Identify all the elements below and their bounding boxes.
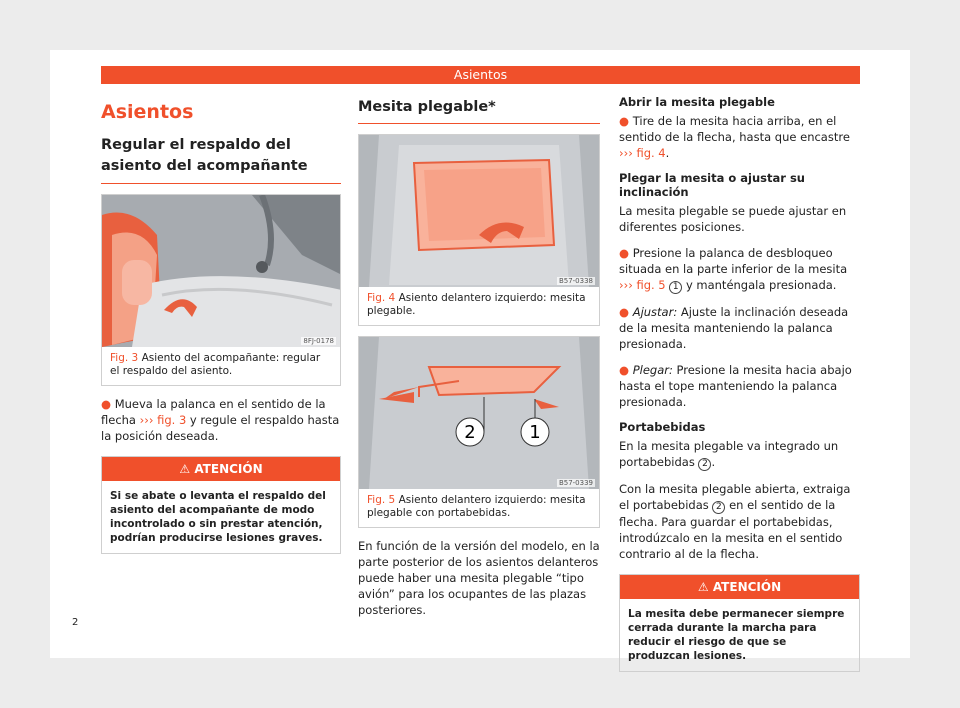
column-2 bbox=[358, 95, 600, 618]
table-folded-illustration bbox=[359, 135, 599, 287]
instruction-text: Presione la mesita hacia abajo hasta el tope manteniendo la palanca presionada. bbox=[619, 363, 852, 409]
warning-icon: ⚠ bbox=[697, 580, 709, 594]
warning-icon: ⚠ bbox=[179, 462, 191, 476]
warning-box bbox=[619, 574, 860, 672]
cupholder-text-2 bbox=[619, 481, 860, 562]
page bbox=[50, 50, 910, 662]
figure-link[interactable]: ››› fig. 4 bbox=[619, 146, 666, 160]
warning-title: ATENCIÓN bbox=[712, 580, 782, 594]
section-title-table: Mesita plegable* bbox=[358, 99, 600, 124]
figure-caption bbox=[102, 347, 340, 385]
caption-text: Asiento del acompañante: regular el respaldo del asiento. bbox=[110, 352, 321, 377]
figure-4 bbox=[358, 134, 600, 326]
figure-3 bbox=[101, 194, 341, 386]
bullet-icon: ● bbox=[101, 397, 112, 411]
warning-box bbox=[101, 456, 341, 554]
cupholder-text-tail: en el sentido de la flecha. Para guardar el portabebidas, introdúzcalo en la mesita en el sentido contrario al de la flecha. bbox=[619, 498, 843, 561]
section-title: Asientos bbox=[101, 101, 194, 123]
warning-header bbox=[620, 575, 859, 599]
figure-caption bbox=[359, 489, 599, 527]
instruction-fold bbox=[619, 362, 860, 410]
callout-1: 1 bbox=[529, 422, 541, 443]
warning-title: ATENCIÓN bbox=[194, 462, 263, 476]
instruction-text: Ajuste la inclinación deseada de la mesita manteniendo la palanca presionada. bbox=[619, 305, 849, 351]
figure-code: B57-0339 bbox=[558, 479, 593, 487]
instruction-text-tail: y manténgala presionada. bbox=[685, 278, 837, 292]
instruction-label: Ajustar: bbox=[632, 305, 678, 319]
figure-link[interactable]: ››› fig. 3 bbox=[139, 413, 187, 427]
figure-code: B57-0338 bbox=[558, 277, 593, 285]
table-open-illustration bbox=[359, 337, 599, 489]
body-text: En función de la versión del modelo, en la parte posterior de los asientos delanteros puede haber una mesita plegable “tipo avión” para los ocupantes de las plazas posteriores. bbox=[358, 539, 600, 617]
bullet-icon: ● bbox=[619, 305, 630, 319]
fold-text: La mesita plegable se puede ajustar en diferentes posiciones. bbox=[619, 204, 847, 234]
callout-number: 2 bbox=[712, 501, 725, 514]
subsection-title: Regular el respaldo del asiento del acompañante bbox=[101, 135, 341, 184]
heading-cupholder: Portabebidas bbox=[619, 420, 706, 434]
figure-number: Fig. 4 bbox=[367, 292, 396, 304]
bullet-icon: ● bbox=[619, 114, 630, 128]
callout-number: 2 bbox=[698, 458, 711, 471]
caption-text: Asiento delantero izquierdo: mesita plegable. bbox=[367, 292, 586, 317]
callout-2: 2 bbox=[464, 422, 476, 443]
instruction-text: Presione la palanca de desbloqueo situada en la parte inferior de la mesita bbox=[619, 246, 848, 276]
instruction-open: ● Tire de la mesita hacia arriba, en el sentido de la flecha, hasta que encastre ››› fig. 4. bbox=[619, 114, 850, 160]
running-header: Asientos bbox=[101, 66, 860, 84]
heading-open: Abrir la mesita plegable bbox=[619, 95, 775, 109]
cupholder-text-1: En la mesita plegable va integrado un portabebidas 2 . bbox=[619, 439, 839, 469]
figure-code: 8FJ-0178 bbox=[303, 337, 334, 345]
warning-header bbox=[102, 457, 340, 481]
figure-number: Fig. 3 bbox=[110, 352, 139, 364]
caption-text: Asiento delantero izquierdo: mesita plegable con portabebidas. bbox=[367, 494, 586, 519]
instruction-text: Mueva la palanca en el sentido de la flecha bbox=[101, 397, 326, 427]
instruction bbox=[101, 396, 341, 444]
column-1 bbox=[101, 95, 341, 554]
instruction-label: Plegar: bbox=[632, 363, 673, 377]
figure-number: Fig. 5 bbox=[367, 494, 396, 506]
instruction-text: Tire de la mesita hacia arriba, en el sentido de la flecha, hasta que encastre bbox=[619, 114, 850, 144]
page-number: 2 bbox=[72, 617, 79, 628]
bullet-icon: ● bbox=[619, 363, 630, 377]
instruction-release bbox=[619, 245, 860, 294]
figure-caption bbox=[359, 287, 599, 325]
warning-body: Si se abate o levanta el respaldo del asiento del acompañante de modo incontrolado o sin prestar atención, podrían producirse lesiones graves. bbox=[110, 490, 326, 544]
figure-5 bbox=[358, 336, 600, 528]
column-3 bbox=[619, 95, 860, 672]
warning-body: La mesita debe permanecer siempre cerrada durante la marcha para reducir el riesgo de que se produzcan lesiones. bbox=[628, 608, 845, 662]
cupholder-text: Con la mesita plegable abierta, extraiga el portabebidas bbox=[619, 482, 851, 512]
instruction-text-tail: y regule el respaldo hasta la posición deseada. bbox=[101, 413, 340, 443]
cupholder-text: En la mesita plegable va integrado un portabebidas bbox=[619, 439, 839, 469]
seat-illustration bbox=[102, 195, 340, 347]
figure-link[interactable]: ››› fig. 5 bbox=[619, 278, 666, 292]
callout-number: 1 bbox=[669, 281, 682, 294]
instruction-adjust bbox=[619, 304, 860, 352]
heading-fold: Plegar la mesita o ajustar su inclinación bbox=[619, 171, 805, 199]
bullet-icon: ● bbox=[619, 246, 630, 260]
